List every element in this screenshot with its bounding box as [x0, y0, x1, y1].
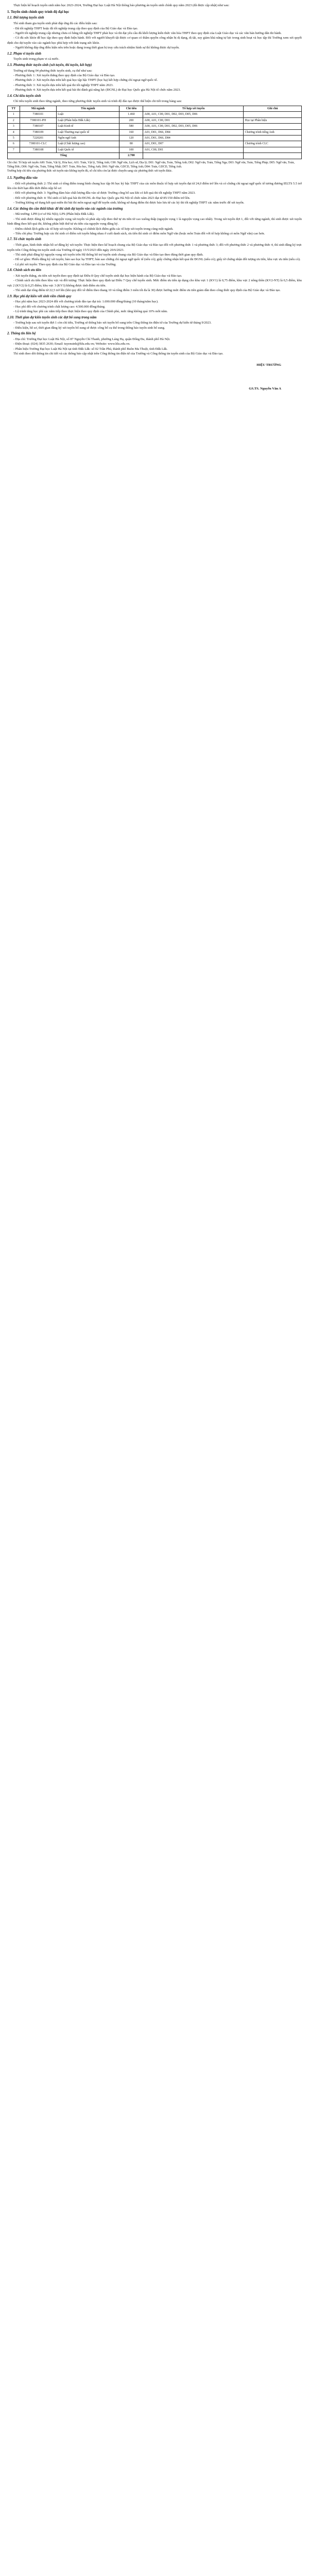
subsection-heading: 1.7. Tổ chức tuyển sinh	[7, 238, 42, 242]
paragraph: - Học phí năm học 2023-2024 đối với chương trình đào tạo đại trà: 1.690.000 đồng/tháng (10 tháng/năm học).	[13, 300, 159, 304]
table-cell: A01, D01, D07	[143, 141, 244, 147]
paragraph: Trường sử dụng 04 phương thức tuyển sinh, cụ thể như sau:	[13, 69, 93, 73]
paragraph: - Xét tuyển thẳng, ưu tiên xét tuyển theo quy định tại Điều 8 Quy chế tuyển sinh đại học hiện hành của Bộ Giáo dục và Đào tạo.	[13, 274, 182, 278]
table-row	[8, 117, 302, 123]
subsection-heading: 1.3. Phương thức tuyển sinh (xét tuyển, thi tuyển, kết hợp)	[7, 63, 92, 67]
subsection-heading: 1.2. Phạm vi tuyển sinh	[7, 52, 42, 56]
paragraph: - Mã trường: LPH (cơ sở Hà Nội); LPS (Phân hiệu Đắk Lắk).	[13, 212, 95, 216]
signature-title: HIỆU TRƯỞNG	[256, 363, 281, 367]
section	[7, 176, 302, 206]
table-cell: Chương trình tiếng Anh	[244, 129, 302, 135]
table-cell: Luật (Chất lượng cao)	[57, 141, 119, 147]
paragraph: - Thí sinh phải đăng ký nguyện vọng xét tuyển trên Hệ thống hỗ trợ tuyển sinh chung của Bộ Giáo dục và Đào tạo theo đúng thời gian quy định.	[13, 253, 203, 257]
table-cell: Luật Quốc tế	[57, 147, 119, 152]
table-cell: 1.460	[119, 112, 143, 117]
paragraph: - Chính sách ưu tiên theo khu vực và đối tượng: Thực hiện theo quy định tại Điều 7 Quy chế tuyển sinh. Mức điểm ưu tiên áp dụng cho khu vực 1 (KV1) là 0,75 điểm, khu vực 2 nông thôn (KV2-NT) là 0,5 điểm, khu vực 2 (KV2) là 0,25 điểm; khu vực 3 (KV3) không được tính điểm ưu tiên.	[7, 279, 302, 287]
table-cell: A01, C00, D01	[143, 147, 244, 152]
paragraph: - Đối với phương thức 3: Ngưỡng đảm bảo chất lượng đầu vào sẽ được Trường công bố sau khi có kết quả thi tốt nghiệp THPT năm 2023.	[13, 191, 196, 195]
table-cell: A01, D01, D66, D84	[143, 135, 244, 141]
paragraph: Tuyển sinh trong phạm vi cả nước.	[13, 57, 60, 61]
admission-quota-table	[7, 106, 302, 159]
paragraph: - Phân hiệu Trường Đại học Luật Hà Nội tại tỉnh Đắk Lắk: số 02 Trần Phú, thành phố Buôn Ma Thuột, tỉnh Đắk Lắk.	[13, 347, 168, 351]
section	[7, 237, 302, 267]
subsection-heading: 1.6. Các thông tin cần thiết khác để thí sinh dự tuyển vào các ngành của trường	[7, 207, 123, 211]
column-header: Ghi chú	[244, 106, 302, 111]
table-cell: Luật	[57, 112, 119, 117]
table-cell: 80	[119, 141, 143, 147]
table-cell	[244, 153, 302, 159]
table-notes	[7, 161, 302, 174]
paragraph: - Có đủ sức khỏe để học tập theo quy định hiện hành. Đối với người khuyết tật được cơ quan có thẩm quyền công nhận bị dị dạng, dị tật, suy giảm khả năng tự lực trong sinh hoạt và học tập thì Trường xem xét quyết định cho dự tuyển vào các ngành học phù hợp với tình trạng sức khỏe.	[7, 36, 302, 45]
section	[7, 207, 302, 236]
table-cell: 7380101	[20, 112, 57, 117]
table-cell: A00, A01, C00, D01, D02, D03, D05, D06	[143, 112, 244, 117]
paragraph: - Thời gian, hình thức nhận hồ sơ đăng ký xét tuyển: Thực hiện theo kế hoạch chung của Bộ Giáo dục và Đào tạo đối với phương thức 1 và phương thức 3; đối với phương thức 2 và phương thức 4, thí sinh đăng ký trực tuyến trên Cổng thông tin tuyển sinh của Trường từ ngày 15/5/2023 đến ngày 20/6/2023.	[7, 243, 302, 252]
table-cell	[244, 135, 302, 141]
paragraph: - Thí sinh được đăng ký nhiều nguyện vọng xét tuyển và phải sắp xếp theo thứ tự ưu tiên từ cao xuống thấp (nguyện vọng 1 là nguyện vọng cao nhất). Trong xét tuyển đợt 1, đối với từng ngành, thí sinh được xét tuyển bình đẳng theo kết quả thi, không phân biệt thứ tự ưu tiên của nguyện vọng đăng ký.	[7, 217, 302, 226]
table-cell: 3	[8, 124, 20, 129]
table-cell: 7380108	[20, 147, 57, 152]
table-cell: A00, A01, C00, D01	[143, 117, 244, 123]
table-cell	[244, 147, 302, 152]
intro-paragraph: Thực hiện kế hoạch tuyển sinh năm học 2023-2024, Trường Đại học Luật Hà Nội thông báo phương án tuyển sinh chính quy năm 2023 (đã được cập nhật) như sau:	[13, 4, 230, 7]
paragraph: - Phương thức 2: Xét tuyển dựa trên kết quả học tập bậc THPT (học bạ) kết hợp chứng chỉ ngoại ngữ quốc tế.	[13, 78, 158, 82]
paragraph: - Phương thức 1: Xét tuyển thẳng theo quy định của Bộ Giáo dục và Đào tạo.	[13, 74, 115, 78]
paragraph: - Đối với phương thức 2: Thí sinh có tổng điểm trung bình chung học tập 06 học kỳ bậc THPT của các môn thuộc tổ hợp xét tuyển đạt từ 24,0 điểm trở lên và có chứng chỉ ngoại ngữ quốc tế tương đương IELTS 5.5 trở lên còn thời hạn đến thời điểm nộp hồ sơ.	[7, 181, 302, 190]
table-cell: 6	[8, 141, 20, 147]
document-body	[0, 0, 309, 392]
paragraph: - Phương thức 3: Xét tuyển dựa trên kết quả thi tốt nghiệp THPT năm 2023.	[13, 83, 114, 87]
table-cell: A00, A01, C00, D01, D02, D03, D05, D06	[143, 124, 244, 129]
table-cell: 160	[119, 129, 143, 135]
paragraph: - Tiêu chí phụ: Trường hợp các thí sinh có điểm xét tuyển bằng nhau ở cuối danh sách, ưu tiên thí sinh có điểm môn Ngữ văn (hoặc môn Toán đối với tổ hợp không có môn Ngữ văn) cao hơn.	[13, 232, 265, 235]
table-cell: 7220201	[20, 135, 57, 141]
paragraph: - Địa chỉ: Trường Đại học Luật Hà Nội, số 87 Nguyễn Chí Thanh, phường Láng Hạ, quận Đống Đa, thành phố Hà Nội.	[13, 337, 170, 342]
table-cell: 7380109	[20, 129, 57, 135]
section	[7, 331, 302, 356]
table-cell: 100	[119, 147, 143, 152]
subsection-heading: 1.4. Chỉ tiêu tuyển sinh	[7, 94, 41, 98]
paragraph: - Học phí đối với chương trình chất lượng cao: 4.500.000 đồng/tháng.	[13, 304, 106, 309]
table-row	[8, 147, 302, 152]
column-header: Tổ hợp xét tuyển	[143, 106, 244, 111]
table-header-row	[8, 106, 302, 111]
table-row	[8, 124, 302, 129]
subsection-heading: 1.1. Đối tượng tuyển sinh	[7, 16, 44, 20]
table-row	[8, 141, 302, 147]
subsection-heading: 1.8. Chính sách ưu tiên	[7, 268, 42, 273]
paragraph: Thí sinh tham gia tuyển sinh phải đáp ứng đủ các điều kiện sau:	[13, 22, 98, 26]
table-cell: Luật (Phân hiệu Đắk Lắk)	[57, 117, 119, 123]
paragraph: - Điểm chênh lệch giữa các tổ hợp xét tuyển: Không có chênh lệch điểm giữa các tổ hợp xét tuyển trong cùng một ngành.	[13, 227, 174, 231]
paragraph: - Điều kiện, hồ sơ, thời gian đăng ký xét tuyển bổ sung sẽ được công bố cụ thể trong thông báo tuyển sinh bổ sung.	[13, 326, 165, 330]
paragraph: - Phương thức 4: Xét tuyển dựa trên kết quả bài thi đánh giá năng lực (ĐGNL) do Đại học Quốc gia Hà Nội tổ chức năm 2023.	[13, 88, 181, 92]
table-row	[8, 135, 302, 141]
table-cell: 2	[8, 117, 20, 123]
paragraph: - Thí sinh đạt tổng điểm từ 22,5 trở lên (khi quy đổi về điểm theo thang 10 và tổng điểm 3 môn tối đa là 30) được hưởng mức điểm ưu tiên giảm dần theo công thức quy định của Bộ Giáo dục và Đào tạo.	[13, 289, 281, 293]
column-header: Mã ngành	[20, 106, 57, 111]
section	[7, 315, 302, 331]
table-cell: Ngôn ngữ Anh	[57, 135, 119, 141]
section	[7, 9, 302, 104]
paragraph: - Đã tốt nghiệp THPT hoặc đã tốt nghiệp trung cấp theo quy định của Bộ Giáo dục và Đào tạo.	[13, 26, 139, 30]
paragraph: - Lộ trình tăng học phí các năm tiếp theo thực hiện theo quy định của Chính phủ, mức tăng không quá 10% mỗi năm.	[13, 310, 168, 314]
subsection-heading: 1.5. Ngưỡng đầu vào	[7, 176, 38, 180]
paragraph: Chỉ tiêu tuyển sinh theo từng ngành, theo từng phương thức tuyển sinh và trình độ đào tạo được thể hiện chi tiết trong bảng sau:	[13, 99, 182, 104]
table-cell: Học tại Phân hiệu	[244, 117, 302, 123]
table-cell	[244, 112, 302, 117]
table-cell: Chương trình CLC	[244, 141, 302, 147]
table-cell: 4	[8, 129, 20, 135]
table-cell: Luật Thương mại quốc tế	[57, 129, 119, 135]
paragraph: - Đối với phương thức 4: Thí sinh có kết quả bài thi ĐGNL do Đại học Quốc gia Hà Nội tổ chức năm 2023 đạt từ 85/150 điểm trở lên.	[13, 196, 191, 200]
total-value: 2.700	[119, 153, 143, 159]
table-cell: 580	[119, 124, 143, 129]
signature-space	[7, 368, 281, 386]
table-row	[8, 112, 302, 117]
paragraph: - Trường hợp sau xét tuyển đợt 1 còn chỉ tiêu, Trường sẽ thông báo xét tuyển bổ sung trên Cổng thông tin điện tử của Trường dự kiến từ tháng 9/2023.	[13, 321, 212, 325]
table-cell: Luật Kinh tế	[57, 124, 119, 129]
table-total-row	[8, 153, 302, 159]
paragraph: Thí sinh theo dõi thông tin chi tiết và các thông báo cập nhật trên Cổng thông tin điện tử của Trường và Cổng thông tin tuyển sinh của Bộ Giáo dục và Đào tạo.	[13, 352, 224, 356]
paragraph: - Điện thoại: (024) 3835 2630; Email: tuyensinh@hlu.edu.vn; Website: www.hlu.edu.vn.	[13, 342, 130, 346]
table-cell: 7380101-CLC	[20, 141, 57, 147]
subsection-heading: 1.10. Thời gian dự kiến tuyển sinh các đợt bổ sung trong năm	[7, 315, 97, 319]
paragraph: - Người không đáp ứng điều kiện nêu trên hoặc đang trong thời gian bị truy cứu trách nhiệm hình sự thì không được dự tuyển.	[13, 46, 180, 50]
table-cell	[244, 124, 302, 129]
total-label: Tổng	[8, 153, 119, 159]
signature-block	[7, 363, 302, 392]
paragraph: - Người tốt nghiệp trung cấp nhưng chưa có bằng tốt nghiệp THPT phải học và thi đạt yêu cầu đủ khối lượng kiến thức văn hóa THPT theo quy định của Luật Giáo dục và các văn bản hướng dẫn thi hành.	[13, 31, 282, 36]
subsection-heading: 1.9. Học phí dự kiến với sinh viên chính quy	[7, 294, 72, 298]
paragraph: - Trường không sử dụng kết quả miễn thi bài thi môn ngoại ngữ để tuyển sinh; không sử dụng điểm thi được bảo lưu từ các kỳ thi tốt nghiệp THPT các năm trước để xét tuyển.	[13, 201, 245, 205]
table-row	[8, 129, 302, 135]
section	[7, 294, 302, 314]
section	[7, 268, 302, 293]
table-cell: 1	[8, 112, 20, 117]
subsection-heading: 2. Thông tin liên hệ	[7, 332, 36, 336]
table-cell: 7	[8, 147, 20, 152]
paragraph: - Hồ sơ gồm: Phiếu đăng ký xét tuyển; bản sao học bạ THPT; bản sao chứng chỉ ngoại ngữ quốc tế (nếu có); giấy chứng nhận kết quả thi ĐGNL (nếu có); giấy tờ chứng nhận đối tượng ưu tiên, khu vực ưu tiên (nếu có).	[13, 258, 301, 262]
table-cell: A01, D01, D66, D84	[143, 129, 244, 135]
table-cell: 120	[119, 135, 143, 141]
table-note: Ghi chú: Tổ hợp xét tuyển A00: Toán, Vật lý, Hóa học; A01: Toán, Vật lý, Tiếng Anh; C00: Ngữ văn, Lịch sử, Địa lý; D01: Ngữ văn, Toán, Tiếng Anh; D02: Ngữ văn, Toán, Tiếng Nga; D03: Ngữ văn, Toán, Tiếng Pháp; D05: Ngữ văn, Toán, Tiếng Đức; D06: Ngữ văn, Toán, Tiếng Nhật; D07: Toán, Hóa học, Tiếng Anh; D66: Ngữ văn, GDCD, Tiếng Anh; D84: Toán, GDCD, Tiếng Anh.	[7, 161, 295, 168]
table-note: Trường hợp chỉ tiêu của phương thức xét tuyển nào không tuyển đủ, số chỉ tiêu còn lại được chuyển sang các phương thức xét tuyển khác.	[7, 170, 173, 173]
column-header: TT	[8, 106, 20, 111]
table-cell: 200	[119, 117, 143, 123]
table-cell: 5	[8, 135, 20, 141]
paragraph: - Lệ phí xét tuyển: Theo quy định của Bộ Giáo dục và Đào tạo và của Trường.	[13, 262, 116, 266]
table-cell	[143, 153, 244, 159]
signature-name: GS.TS. Nguyễn Văn A	[249, 386, 281, 391]
table-cell: 7380101-PH	[20, 117, 57, 123]
column-header: Chỉ tiêu	[119, 106, 143, 111]
column-header: Tên ngành	[57, 106, 119, 111]
table-cell: 7380107	[20, 124, 57, 129]
section-heading: 1. Tuyển sinh chính quy trình độ đại học	[7, 10, 70, 14]
